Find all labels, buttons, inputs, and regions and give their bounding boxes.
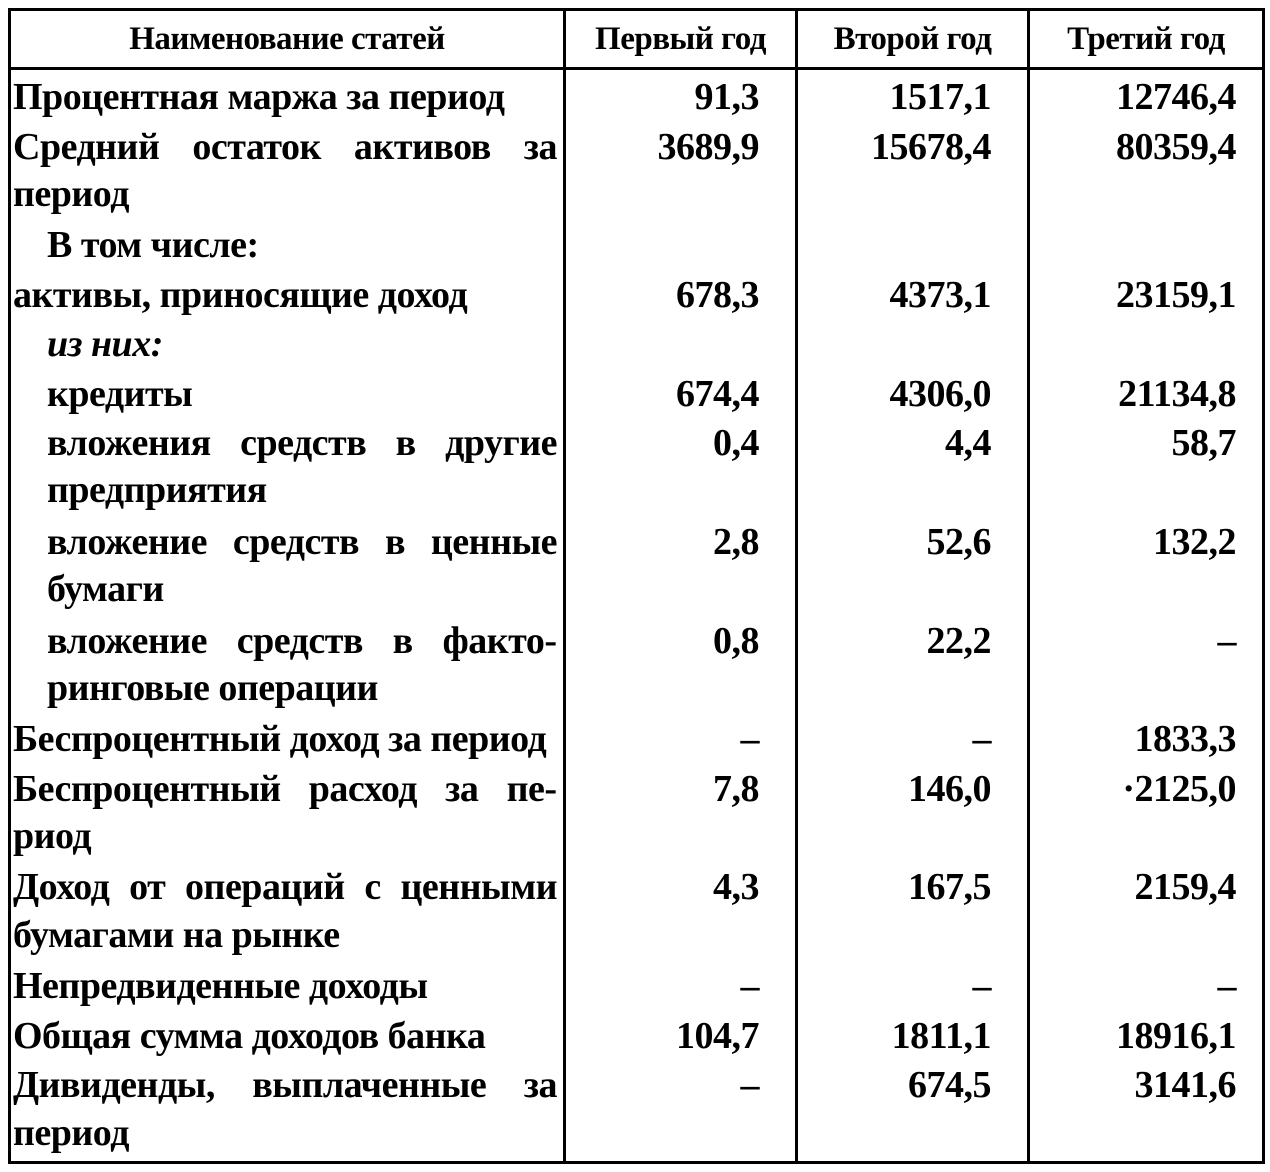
value-year-2: –: [797, 716, 1029, 765]
table-row: [10, 766, 1264, 865]
value-year-3: 12746,4: [1029, 69, 1264, 124]
value-year-3: –: [1029, 618, 1264, 717]
row-label: вложение средств в факторинговые операции: [10, 618, 565, 717]
value-year-3: ·2125,0: [1029, 766, 1264, 865]
row-label: Общая сумма доходов банка: [10, 1013, 565, 1062]
row-label: Непредвиденные доходы: [10, 963, 565, 1012]
row-label: вложения средств в другие предприятия: [10, 420, 565, 519]
row-label: В том числе:: [10, 222, 565, 271]
value-year-1: [565, 321, 797, 370]
value-year-3: 80359,4: [1029, 124, 1264, 223]
table-row: [10, 519, 1264, 618]
table-header: [10, 10, 1264, 69]
table-row: [10, 69, 1264, 124]
header-item-name: Наименование статей: [10, 10, 565, 69]
value-year-1: 0,8: [565, 618, 797, 717]
value-year-1: 91,3: [565, 69, 797, 124]
value-year-1: 678,3: [565, 272, 797, 321]
table-row: [10, 420, 1264, 519]
value-year-1: 4,3: [565, 864, 797, 963]
value-year-1: [565, 222, 797, 271]
value-year-2: 4,4: [797, 420, 1029, 519]
value-year-1: –: [565, 1062, 797, 1162]
value-year-2: 1811,1: [797, 1013, 1029, 1062]
row-label: Доход от операций с ценными бумагами на рынке: [10, 864, 565, 963]
value-year-2: 146,0: [797, 766, 1029, 865]
bank-income-table: [8, 8, 1265, 1164]
table-row: [10, 371, 1264, 420]
value-year-3: 2159,4: [1029, 864, 1264, 963]
value-year-3: 58,7: [1029, 420, 1264, 519]
value-year-1: –: [565, 963, 797, 1012]
row-label: Беспроцентный доход за период: [10, 716, 565, 765]
value-year-1: 3689,9: [565, 124, 797, 223]
value-year-1: 2,8: [565, 519, 797, 618]
table-row: [10, 716, 1264, 765]
value-year-2: 1517,1: [797, 69, 1029, 124]
table-row: [10, 1013, 1264, 1062]
value-year-2: 52,6: [797, 519, 1029, 618]
header-year-3: Третий год: [1029, 10, 1264, 69]
table-row: [10, 272, 1264, 321]
value-year-3: 132,2: [1029, 519, 1264, 618]
value-year-2: –: [797, 963, 1029, 1012]
row-label: кредиты: [10, 371, 565, 420]
row-label: активы, приносящие доход: [10, 272, 565, 321]
header-row: [10, 10, 1264, 69]
value-year-2: 15678,4: [797, 124, 1029, 223]
value-year-1: 0,4: [565, 420, 797, 519]
value-year-1: –: [565, 716, 797, 765]
value-year-3: [1029, 222, 1264, 271]
table-row: [10, 618, 1264, 717]
header-year-1: Первый год: [565, 10, 797, 69]
table-row: [10, 1062, 1264, 1162]
table-body: [10, 69, 1264, 1163]
value-year-3: 1833,3: [1029, 716, 1264, 765]
value-year-2: [797, 222, 1029, 271]
row-label: вложение средств в ценные бумаги: [10, 519, 565, 618]
row-label: Процентная маржа за период: [10, 69, 565, 124]
value-year-2: 167,5: [797, 864, 1029, 963]
row-label: Средний остаток активов за период: [10, 124, 565, 223]
value-year-3: 18916,1: [1029, 1013, 1264, 1062]
header-year-2: Второй год: [797, 10, 1029, 69]
row-label: из них:: [10, 321, 565, 370]
value-year-2: 22,2: [797, 618, 1029, 717]
value-year-1: 104,7: [565, 1013, 797, 1062]
value-year-3: 23159,1: [1029, 272, 1264, 321]
value-year-1: 7,8: [565, 766, 797, 865]
row-label: Беспроцентный расход за период: [10, 766, 565, 865]
document-page: [8, 8, 1262, 1164]
value-year-3: [1029, 321, 1264, 370]
table-row: [10, 321, 1264, 370]
value-year-2: 674,5: [797, 1062, 1029, 1162]
value-year-3: –: [1029, 963, 1264, 1012]
value-year-2: 4373,1: [797, 272, 1029, 321]
value-year-1: 674,4: [565, 371, 797, 420]
row-label: Дивиденды, выплаченные за период: [10, 1062, 565, 1162]
table-row: [10, 222, 1264, 271]
table-row: [10, 124, 1264, 223]
table-row: [10, 864, 1264, 963]
table-row: [10, 963, 1264, 1012]
value-year-2: [797, 321, 1029, 370]
value-year-3: 21134,8: [1029, 371, 1264, 420]
value-year-2: 4306,0: [797, 371, 1029, 420]
value-year-3: 3141,6: [1029, 1062, 1264, 1162]
